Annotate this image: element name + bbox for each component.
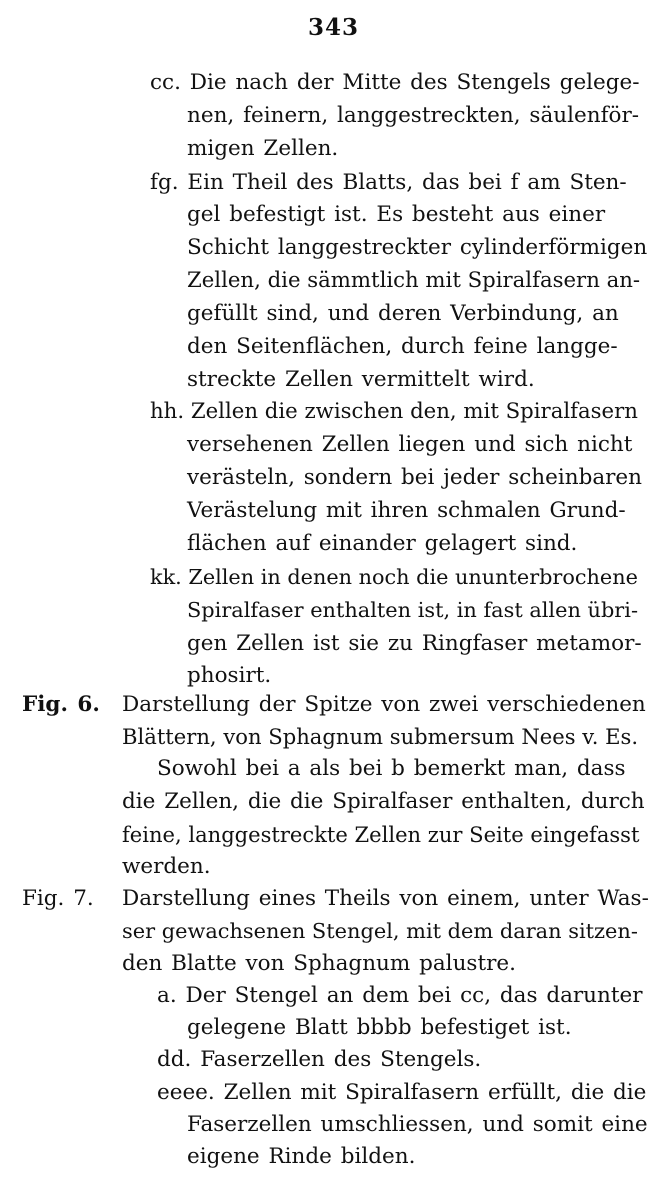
entry-hh-line-1: hh. Zellen die zwischen den, mit Spiralfasern — [150, 395, 638, 428]
entry-fg-line-7: streckte Zellen vermittelt wird. — [187, 367, 535, 392]
entry-cc-line-3: migen Zellen. — [187, 136, 339, 161]
fig-6-line-4: die Zellen, die die Spiralfaser enthalten, durch — [122, 789, 645, 814]
entry-fg-line-4: Zellen, die sämmtlich mit Spiralfasern an- — [187, 268, 641, 293]
entry-fg-line-6: den Seitenflächen, durch feine langge- — [187, 334, 618, 359]
fig-7-sub-eeee-line-1: eeee. Zellen mit Spiralfasern erfüllt, die die — [157, 1076, 646, 1109]
entry-fg-line-2: gel befestigt ist. Es besteht aus einer — [187, 202, 606, 227]
fig-6-line-6: werden. — [122, 854, 211, 879]
fig-7-sub-eeee-label: eeee. — [157, 1080, 215, 1105]
entry-hh-line-3: verästeln, sondern bei jeder scheinbaren — [187, 465, 643, 490]
entry-hh-line-5: flächen auf einander gelagert sind. — [187, 531, 578, 556]
fig-7-label: Fig. 7. — [22, 886, 94, 911]
fig-7-sub-eeee-line-2: Faserzellen umschliessen, und somit eine — [187, 1112, 648, 1137]
fig-6-line-1: Darstellung der Spitze von zwei verschiedenen — [122, 692, 646, 717]
fig-7-sub-a-line-2: gelegene Blatt bbbb befestiget ist. — [187, 1015, 572, 1040]
fig-7-sub-a-line-1: a. Der Stengel an dem bei cc, das darunter — [157, 979, 643, 1012]
entry-cc-line-1: cc. Die nach der Mitte des Stengels gelege- — [150, 66, 640, 99]
fig-7-sub-eeee-line-3: eigene Rinde bilden. — [187, 1144, 416, 1169]
entry-fg-line-3: Schicht langgestreckter cylinderförmigen — [187, 235, 648, 260]
fig-7-sub-dd-line-1: dd. Faserzellen des Stengels. — [157, 1043, 481, 1076]
entry-kk-line-3: gen Zellen ist sie zu Ringfaser metamor- — [187, 631, 642, 656]
fig-7-sub-a-label: a. — [157, 983, 177, 1008]
fig-6-label: Fig. 6. — [22, 692, 100, 717]
fig-7-sub-dd-label: dd. — [157, 1047, 192, 1072]
entry-cc-label: cc. — [150, 70, 181, 95]
entry-kk-line-1: kk. Zellen in denen noch die ununterbrochene — [150, 561, 638, 594]
entry-kk-line-2: Spiralfaser enthalten ist, in fast allen übri- — [187, 598, 638, 622]
fig-6-line-3: Sowohl bei a als bei b bemerkt man, dass — [157, 756, 626, 781]
entry-fg-line-5: gefüllt sind, und deren Verbindung, an — [187, 301, 619, 326]
entry-kk-label: kk. — [150, 565, 182, 589]
entry-hh-label: hh. — [150, 399, 185, 424]
entry-cc-line-2: nen, feinern, langgestreckten, säulenför- — [187, 103, 640, 128]
fig-7-line-1: Darstellung eines Theils von einem, unter Was- — [122, 886, 649, 911]
entry-fg-label: fg. — [150, 170, 179, 195]
fig-6-line-5: feine, langgestreckte Zellen zur Seite eingefasst — [122, 822, 640, 847]
fig-7-line-2: ser gewachsenen Stengel, mit dem daran sitzen- — [122, 919, 638, 943]
entry-hh-line-4: Verästelung mit ihren schmalen Grund- — [187, 498, 626, 523]
fig-6-line-2: Blättern, von Sphagnum submersum Nees v. Es. — [122, 724, 639, 749]
entry-kk-line-4: phosirt. — [187, 663, 272, 688]
fig-7-line-3: den Blatte von Sphagnum palustre. — [122, 951, 516, 976]
entry-fg-line-1: fg. Ein Theil des Blatts, das bei f am Sten- — [150, 166, 627, 199]
page-number: 343 — [307, 14, 359, 41]
entry-hh-line-2: versehenen Zellen liegen und sich nicht — [187, 432, 633, 457]
